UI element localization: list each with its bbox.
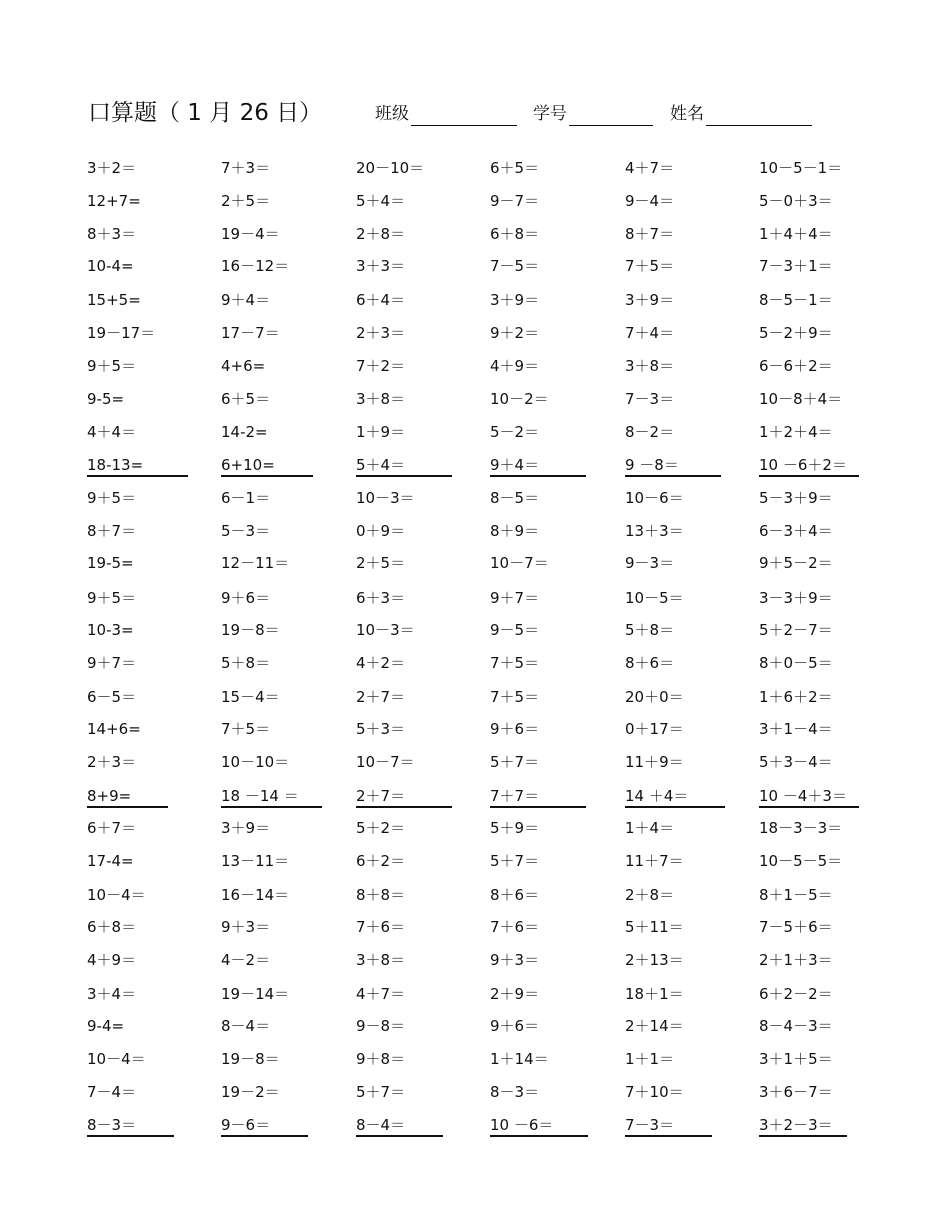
math-problem: 5＋9＝ [490, 819, 540, 837]
math-problem: 1＋14＝ [490, 1050, 549, 1068]
math-problem: 8－3＝ [87, 1116, 174, 1137]
math-problem: 6＋8＝ [490, 225, 540, 243]
math-problem: 2＋3＝ [87, 753, 137, 771]
math-problem: 20＋0＝ [625, 688, 684, 706]
math-problem: 10－7＝ [490, 554, 549, 572]
math-problem: 8＋6＝ [625, 654, 675, 672]
math-problem: 10－5－1＝ [759, 159, 843, 177]
math-problem: 8－4＝ [356, 1116, 443, 1137]
math-problem: 8－4－3＝ [759, 1017, 833, 1035]
math-problem: 3＋6－7＝ [759, 1083, 833, 1101]
math-problem: 9＋2＝ [490, 324, 540, 342]
math-problem: 9＋6＝ [490, 1017, 540, 1035]
math-problem: 5＋4＝ [356, 192, 406, 210]
math-problem: 5＋7＝ [356, 1083, 406, 1101]
math-problem: 1＋9＝ [356, 423, 406, 441]
math-problem: 7＋6＝ [490, 918, 540, 936]
math-problem: 4+6= [221, 357, 266, 375]
math-problem: 8＋7＝ [87, 522, 137, 540]
math-problem: 8＋0－5＝ [759, 654, 833, 672]
math-problem: 5－3＋9＝ [759, 489, 833, 507]
math-problem: 9－6＝ [221, 1116, 308, 1137]
math-problem: 9＋6＝ [490, 720, 540, 738]
math-problem: 9＋3＝ [490, 951, 540, 969]
math-problem: 9＋4＝ [221, 291, 271, 309]
class-blank [411, 107, 517, 126]
math-problem: 9＋5－2＝ [759, 554, 833, 572]
math-problem: 9－3＝ [625, 554, 675, 572]
math-problem: 9＋5＝ [87, 589, 137, 607]
math-problem: 15－4＝ [221, 688, 280, 706]
math-problem: 6＋2－2＝ [759, 985, 833, 1003]
math-problem: 0＋17＝ [625, 720, 684, 738]
math-problem: 19－4＝ [221, 225, 280, 243]
math-problem: 7＋5＝ [625, 257, 675, 275]
math-problem: 9－4＝ [625, 192, 675, 210]
math-problem: 16－12＝ [221, 257, 290, 275]
math-problem: 4＋9＝ [490, 357, 540, 375]
math-problem: 10－10＝ [221, 753, 290, 771]
math-problem: 2＋3＝ [356, 324, 406, 342]
math-problem: 6＋4＝ [356, 291, 406, 309]
math-problem: 10－5＝ [625, 589, 684, 607]
math-problem: 3＋2＝ [87, 159, 137, 177]
math-problem: 3＋9＝ [625, 291, 675, 309]
math-problem: 6＋5＝ [490, 159, 540, 177]
math-problem: 5＋8＝ [221, 654, 271, 672]
math-problem: 20－10＝ [356, 159, 425, 177]
math-problem: 10－8＋4＝ [759, 390, 843, 408]
math-problem: 9－8＝ [356, 1017, 406, 1035]
math-problem: 6－1＝ [221, 489, 271, 507]
math-problem: 9-5= [87, 390, 125, 408]
math-problem: 3＋3＝ [356, 257, 406, 275]
math-problem: 10－4＝ [87, 886, 146, 904]
math-problem: 7＋5＝ [221, 720, 271, 738]
math-problem: 5＋3＝ [356, 720, 406, 738]
math-problem: 8－5－1＝ [759, 291, 833, 309]
math-problem: 6＋7＝ [87, 819, 137, 837]
worksheet-title: 口算题（ 1 月 26 日） [88, 100, 323, 126]
student-number-field [533, 102, 653, 126]
math-problem: 9＋7＝ [87, 654, 137, 672]
math-problem: 3＋8＝ [356, 390, 406, 408]
math-problem: 4＋7＝ [356, 985, 406, 1003]
math-problem: 9 －8＝ [625, 456, 721, 477]
math-problem: 10－6＝ [625, 489, 684, 507]
math-problem: 5＋2－7＝ [759, 621, 833, 639]
math-problem: 8＋8＝ [356, 886, 406, 904]
math-problem: 16－14＝ [221, 886, 290, 904]
math-problem: 7＋5＝ [490, 688, 540, 706]
math-problem: 9＋5＝ [87, 489, 137, 507]
math-problem: 2＋13＝ [625, 951, 684, 969]
math-problem: 7＋4＝ [625, 324, 675, 342]
math-problem: 8＋3＝ [87, 225, 137, 243]
math-problem: 5－0＋3＝ [759, 192, 833, 210]
math-problem: 7＋3＝ [221, 159, 271, 177]
math-problem: 5＋11＝ [625, 918, 684, 936]
math-problem: 10 －4＋3＝ [759, 787, 859, 808]
math-problem: 6＋2＝ [356, 852, 406, 870]
math-problem: 2＋8＝ [625, 886, 675, 904]
math-problem: 7＋6＝ [356, 918, 406, 936]
problem-grid [87, 152, 887, 1142]
math-problem: 19－14＝ [221, 985, 290, 1003]
math-problem: 1＋1＝ [625, 1050, 675, 1068]
math-problem: 19－17＝ [87, 324, 156, 342]
math-problem: 6－5＝ [87, 688, 137, 706]
math-problem: 1＋4＋4＝ [759, 225, 833, 243]
math-problem: 4＋9＝ [87, 951, 137, 969]
math-problem: 10－5－5＝ [759, 852, 843, 870]
math-problem: 5＋2＝ [356, 819, 406, 837]
math-problem: 7－3＋1＝ [759, 257, 833, 275]
math-problem: 2＋7＝ [356, 787, 452, 808]
math-problem: 3－3＋9＝ [759, 589, 833, 607]
math-problem: 3＋1＋5＝ [759, 1050, 833, 1068]
math-problem: 9-4= [87, 1017, 125, 1035]
class-field [375, 102, 517, 126]
math-problem: 6+10= [221, 456, 313, 477]
math-problem: 12+7= [87, 192, 141, 210]
math-problem: 2＋5＝ [356, 554, 406, 572]
math-problem: 9－5＝ [490, 621, 540, 639]
math-problem: 1＋6＋2＝ [759, 688, 833, 706]
math-problem: 10 －6＝ [490, 1116, 588, 1137]
name-field [670, 102, 812, 126]
math-problem: 7－3＝ [625, 390, 675, 408]
math-problem: 3＋1－4＝ [759, 720, 833, 738]
math-problem: 8＋1－5＝ [759, 886, 833, 904]
math-problem: 8－5＝ [490, 489, 540, 507]
math-problem: 3＋8＝ [625, 357, 675, 375]
math-problem: 1＋4＝ [625, 819, 675, 837]
math-problem: 19－8＝ [221, 621, 280, 639]
math-problem: 5－2＋9＝ [759, 324, 833, 342]
math-problem: 10 －6＋2＝ [759, 456, 859, 477]
math-problem: 19-5= [87, 554, 134, 572]
math-problem: 6＋8＝ [87, 918, 137, 936]
math-problem: 9＋5＝ [87, 357, 137, 375]
math-problem: 9＋4＝ [490, 456, 586, 477]
math-problem: 7－5＝ [490, 257, 540, 275]
math-problem: 5＋4＝ [356, 456, 452, 477]
math-problem: 8－4＝ [221, 1017, 271, 1035]
math-problem: 0＋9＝ [356, 522, 406, 540]
math-problem: 18－3－3＝ [759, 819, 843, 837]
math-problem: 2＋9＝ [490, 985, 540, 1003]
math-problem: 10-3= [87, 621, 134, 639]
math-problem: 7＋7＝ [490, 787, 586, 808]
math-problem: 14-2= [221, 423, 268, 441]
math-problem: 10－7＝ [356, 753, 415, 771]
math-problem: 6－6＋2＝ [759, 357, 833, 375]
student-number-blank [569, 107, 653, 126]
math-problem: 10－4＝ [87, 1050, 146, 1068]
math-problem: 3＋2－3＝ [759, 1116, 847, 1137]
name-label: 姓名 [670, 104, 704, 124]
math-problem: 2＋8＝ [356, 225, 406, 243]
math-problem: 2＋5＝ [221, 192, 271, 210]
math-problem: 15+5= [87, 291, 141, 309]
math-problem: 7＋10＝ [625, 1083, 684, 1101]
math-problem: 3＋9＝ [221, 819, 271, 837]
math-problem: 7－5＋6＝ [759, 918, 833, 936]
math-problem: 2＋7＝ [356, 688, 406, 706]
math-problem: 7－4＝ [87, 1083, 137, 1101]
math-problem: 8＋9＝ [490, 522, 540, 540]
math-problem: 19－2＝ [221, 1083, 280, 1101]
math-problem: 10－3＝ [356, 489, 415, 507]
math-problem: 14 ＋4＝ [625, 787, 725, 808]
math-problem: 2＋1＋3＝ [759, 951, 833, 969]
math-problem: 14+6= [87, 720, 141, 738]
math-problem: 9＋7＝ [490, 589, 540, 607]
math-problem: 7－3＝ [625, 1116, 712, 1137]
math-problem: 10-4= [87, 257, 134, 275]
math-problem: 3＋4＝ [87, 985, 137, 1003]
math-problem: 10－2＝ [490, 390, 549, 408]
math-problem: 18 －14 ＝ [221, 787, 322, 808]
math-problem: 13＋3＝ [625, 522, 684, 540]
math-problem: 4＋2＝ [356, 654, 406, 672]
math-problem: 6＋3＝ [356, 589, 406, 607]
math-problem: 1＋2＋4＝ [759, 423, 833, 441]
math-problem: 5＋7＝ [490, 852, 540, 870]
math-problem: 8－2＝ [625, 423, 675, 441]
math-problem: 17－7＝ [221, 324, 280, 342]
math-problem: 6＋5＝ [221, 390, 271, 408]
math-problem: 7＋5＝ [490, 654, 540, 672]
math-problem: 9＋6＝ [221, 589, 271, 607]
math-problem: 5＋8＝ [625, 621, 675, 639]
math-problem: 13－11＝ [221, 852, 290, 870]
math-problem: 10－3＝ [356, 621, 415, 639]
math-problem: 3＋9＝ [490, 291, 540, 309]
math-problem: 5－3＝ [221, 522, 271, 540]
math-problem: 18＋1＝ [625, 985, 684, 1003]
math-problem: 9＋8＝ [356, 1050, 406, 1068]
worksheet-header [88, 96, 848, 132]
math-problem: 3＋8＝ [356, 951, 406, 969]
math-problem: 5＋3－4＝ [759, 753, 833, 771]
math-problem: 7＋2＝ [356, 357, 406, 375]
math-problem: 5－2＝ [490, 423, 540, 441]
math-problem: 17-4= [87, 852, 134, 870]
math-problem: 5＋7＝ [490, 753, 540, 771]
math-problem: 8－3＝ [490, 1083, 540, 1101]
math-problem: 19－8＝ [221, 1050, 280, 1068]
math-problem: 4＋7＝ [625, 159, 675, 177]
student-number-label: 学号 [533, 104, 567, 124]
math-problem: 9＋3＝ [221, 918, 271, 936]
math-problem: 4－2＝ [221, 951, 271, 969]
math-problem: 9－7＝ [490, 192, 540, 210]
math-problem: 4＋4＝ [87, 423, 137, 441]
name-blank [706, 107, 812, 126]
math-problem: 6－3＋4＝ [759, 522, 833, 540]
math-problem: 11＋7＝ [625, 852, 684, 870]
class-label: 班级 [375, 104, 409, 124]
math-problem: 8＋6＝ [490, 886, 540, 904]
math-problem: 18-13= [87, 456, 188, 477]
math-problem: 12－11＝ [221, 554, 290, 572]
math-problem: 8＋7＝ [625, 225, 675, 243]
math-problem: 2＋14＝ [625, 1017, 684, 1035]
math-problem: 11＋9＝ [625, 753, 684, 771]
math-problem: 8+9= [87, 787, 168, 808]
